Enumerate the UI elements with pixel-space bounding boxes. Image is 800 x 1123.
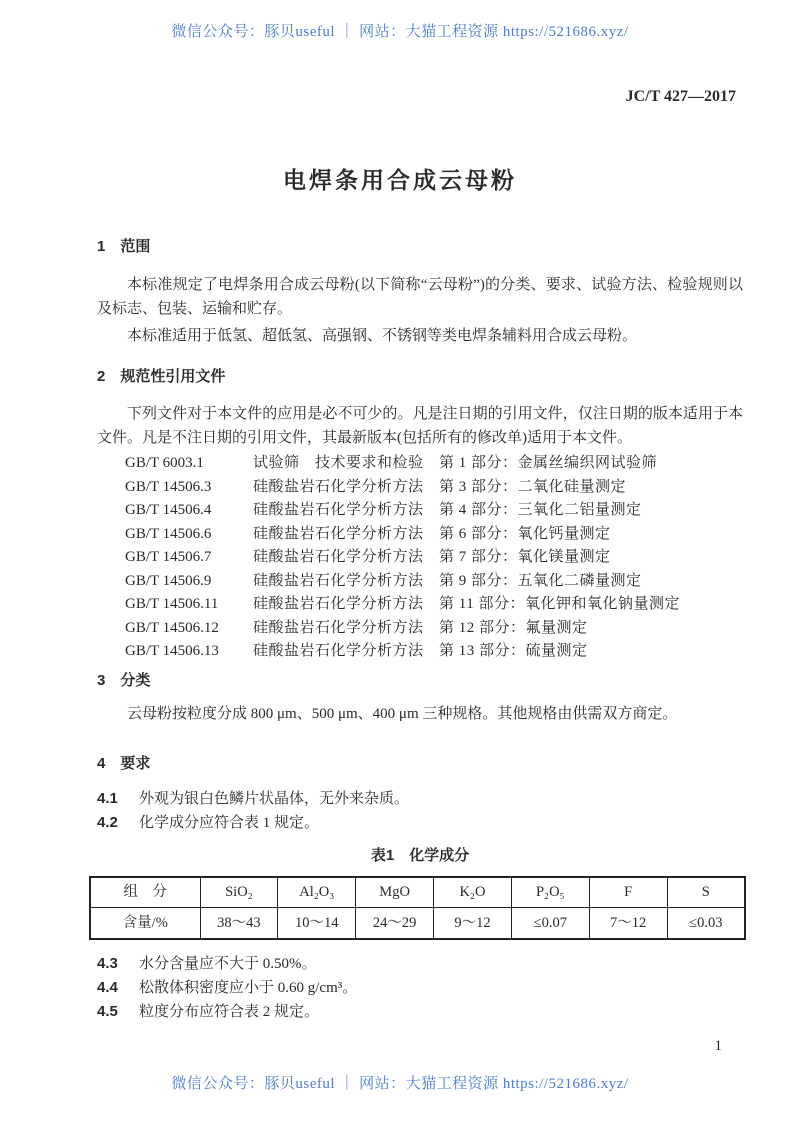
reference-title: 硅酸盐岩石化学分析方法 第 12 部分：氟量测定 <box>253 619 588 636</box>
section-3-paragraph-1: 云母粉按粒度分成 800 μm、500 μm、400 μm 三种规格。其他规格由供需双方商定。 <box>127 705 678 722</box>
table-cell: ≤0.07 <box>511 908 589 939</box>
reference-title: 试验筛 技术要求和检验 第 1 部分：金属丝编织网试验筛 <box>253 455 658 471</box>
reference-item <box>125 593 743 617</box>
requirement-4-3 <box>97 952 743 976</box>
section-2-heading: 2 规范性引用文件 <box>97 368 226 385</box>
table-header-cell: F <box>589 877 667 908</box>
table-header-cell: 组 分 <box>90 877 200 908</box>
requirement-number: 4.2 <box>97 813 118 831</box>
reference-item <box>125 499 743 523</box>
section-2-paragraph-1: 下列文件对于本文件的应用是必不可少的。凡是注日期的引用文件，仅注日期的版本适用于本文件。凡是不注日期的引用文件，其最新版本(包括所有的修改单)适用于本文件。 <box>97 406 743 446</box>
table-cell: 含量/% <box>90 908 200 939</box>
table-header-cell: K₂O <box>434 877 512 908</box>
requirement-text: 化学成分应符合表 1 规定。 <box>139 814 320 831</box>
reference-title: 硅酸盐岩石化学分析方法 第 11 部分：氧化钾和氧化钠量测定 <box>253 596 680 612</box>
table-cell: 9～12 <box>434 908 512 939</box>
requirement-4-2 <box>97 811 743 835</box>
table-1-caption: 表1 化学成分 <box>370 846 470 864</box>
table-cell: 38～43 <box>200 908 278 939</box>
requirement-text: 外观为银白色鳞片状晶体，无外来杂质。 <box>139 790 410 807</box>
table-header-cell: P₂O₅ <box>511 877 589 908</box>
section-3-heading: 3 分类 <box>97 671 151 689</box>
reference-code: GB/T 6003.1 <box>125 455 204 471</box>
standard-number: JC/T 427—2017 <box>625 88 736 105</box>
section-1-paragraph-2: 本标准适用于低氢、超低氢、高强钢、不锈钢等类电焊条辅料用合成云母粉。 <box>127 328 638 344</box>
reference-title: 硅酸盐岩石化学分析方法 第 7 部分：氧化镁量测定 <box>253 549 611 565</box>
reference-code: GB/T 14506.6 <box>125 525 212 542</box>
requirement-4-5 <box>97 1000 743 1024</box>
table-cell: ≤0.03 <box>667 908 745 939</box>
requirement-text: 松散体积密度应小于 0.60 g/cm³。 <box>139 979 358 996</box>
document-body <box>97 228 743 1024</box>
reference-code: GB/T 14506.3 <box>125 478 212 495</box>
table-header-cell: SiO₂ <box>200 877 278 908</box>
chemical-composition-table <box>89 876 746 940</box>
section-1-heading: 1 范围 <box>97 238 151 255</box>
reference-code: GB/T 14506.11 <box>125 596 219 612</box>
reference-code: GB/T 14506.4 <box>125 502 212 518</box>
document-title: 电焊条用合成云母粉 <box>283 167 517 193</box>
reference-item <box>125 523 743 547</box>
reference-title: 硅酸盐岩石化学分析方法 第 4 部分：三氧化二铝量测定 <box>253 502 642 518</box>
normative-references-list <box>97 452 743 664</box>
reference-title: 硅酸盐岩石化学分析方法 第 6 部分：氧化钙量测定 <box>253 525 611 542</box>
requirement-number: 4.5 <box>97 1002 118 1020</box>
requirement-text: 水分含量应不大于 0.50%。 <box>139 955 317 972</box>
requirement-number: 4.3 <box>97 954 118 972</box>
section-4-heading: 4 要求 <box>97 754 151 772</box>
section-1-paragraph-1: 本标准规定了电焊条用合成云母粉(以下简称“云母粉”)的分类、要求、试验方法、检验规则以及标志、包装、运输和贮存。 <box>97 277 743 317</box>
watermark-top: 微信公众号：豚贝useful ｜ 网站：大猫工程资源 https://521686.xyz/ <box>171 24 629 40</box>
table-data-row <box>90 908 745 939</box>
reference-title: 硅酸盐岩石化学分析方法 第 3 部分：二氧化硅量测定 <box>253 478 627 495</box>
reference-item <box>125 570 743 594</box>
reference-code: GB/T 14506.9 <box>125 572 212 589</box>
reference-item <box>125 452 743 476</box>
requirement-4-1 <box>97 787 743 811</box>
reference-code: GB/T 14506.13 <box>125 643 219 659</box>
table-header-cell: S <box>667 877 745 908</box>
reference-title: 硅酸盐岩石化学分析方法 第 13 部分：硫量测定 <box>253 643 588 659</box>
watermark-bottom: 微信公众号：豚贝useful ｜ 网站：大猫工程资源 https://521686.xyz/ <box>171 1076 629 1092</box>
reference-item <box>125 476 743 500</box>
requirement-number: 4.1 <box>97 789 118 807</box>
reference-item <box>125 640 743 664</box>
reference-code: GB/T 14506.7 <box>125 549 212 565</box>
reference-item <box>125 546 743 570</box>
table-cell: 7～12 <box>589 908 667 939</box>
table-header-cell: Al₂O₃ <box>278 877 356 908</box>
requirement-text: 粒度分布应符合表 2 规定。 <box>139 1003 320 1020</box>
requirement-number: 4.4 <box>97 978 118 996</box>
reference-item <box>125 617 743 641</box>
reference-title: 硅酸盐岩石化学分析方法 第 9 部分：五氧化二磷量测定 <box>253 572 642 589</box>
page-number: 1 <box>714 1038 722 1054</box>
table-cell: 10～14 <box>278 908 356 939</box>
table-header-row <box>90 877 745 908</box>
table-cell: 24～29 <box>356 908 434 939</box>
requirement-4-4 <box>97 976 743 1000</box>
reference-code: GB/T 14506.12 <box>125 619 219 636</box>
table-header-cell: MgO <box>356 877 434 908</box>
